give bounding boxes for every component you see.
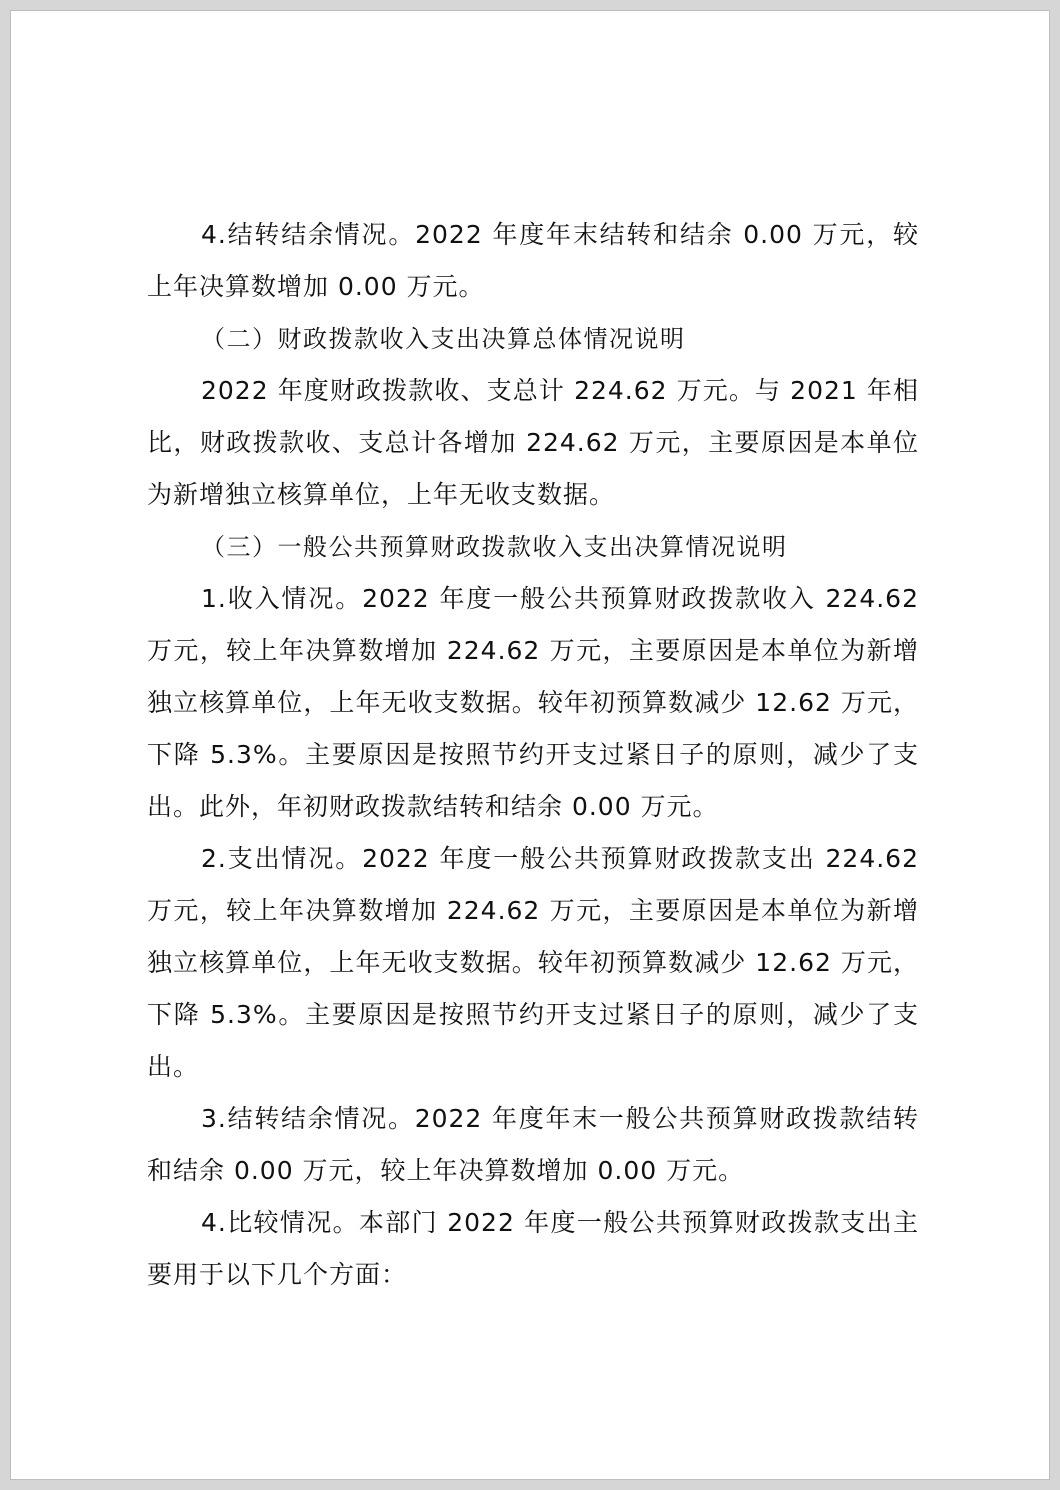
section-heading-fiscal-overview: （二）财政拨款收入支出决算总体情况说明 (201, 325, 686, 353)
paragraph-general-carryover: 3.结转结余情况。2022 年度年末一般公共预算财政拨款结转和结余 0.00 万元，较上年决算数增加 0.00 万元。 (147, 1104, 919, 1185)
document-body (147, 209, 919, 1301)
paragraph-expenditure: 2.支出情况。2022 年度一般公共预算财政拨款支出 224.62 万元，较上年决算数增加 224.62 万元，主要原因是本单位为新增独立核算单位，上年无收支数据。较年初预算数减少 12.62 万元，下降 5.3%。主要原因是按照节约开支过紧日子的原则，减少了支出。 (147, 844, 919, 1081)
section-heading-general-budget: （三）一般公共预算财政拨款收入支出决算情况说明 (201, 533, 788, 561)
paragraph-comparison: 4.比较情况。本部门 2022 年度一般公共预算财政拨款支出主要用于以下几个方面： (147, 1208, 919, 1289)
document-page (10, 10, 1050, 1480)
paragraph-carryover-balance: 4.结转结余情况。2022 年度年末结转和结余 0.00 万元，较上年决算数增加 0.00 万元。 (147, 220, 919, 301)
paragraph-income: 1.收入情况。2022 年度一般公共预算财政拨款收入 224.62 万元，较上年决算数增加 224.62 万元，主要原因是本单位为新增独立核算单位，上年无收支数据。较年初预算数减少 12.62 万元，下降 5.3%。主要原因是按照节约开支过紧日子的原则，减少了支出。此外，年初财政拨款结转和结余 0.00 万元。 (147, 584, 919, 821)
paragraph-fiscal-total: 2022 年度财政拨款收、支总计 224.62 万元。与 2021 年相比，财政拨款收、支总计各增加 224.62 万元，主要原因是本单位为新增独立核算单位，上年无收支数据。 (147, 376, 919, 509)
